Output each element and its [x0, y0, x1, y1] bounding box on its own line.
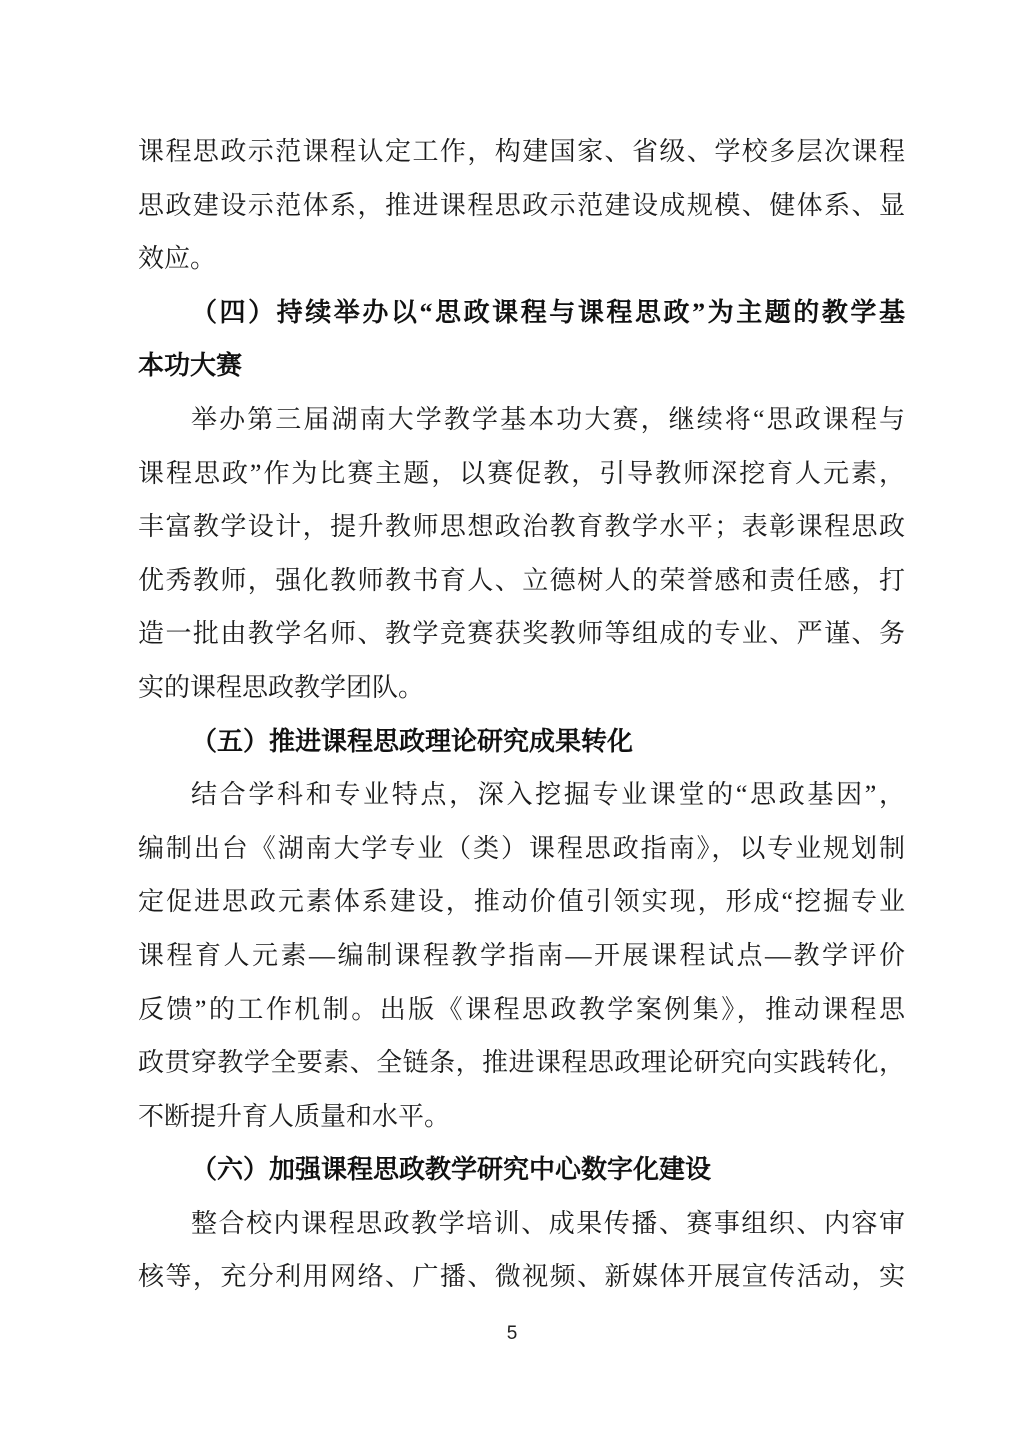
text-line: 效应。: [138, 244, 217, 274]
text-line: 课程育人元素—编制课程教学指南—开展课程试点—教学评价: [138, 940, 905, 970]
page-number: 5: [506, 1323, 518, 1344]
text-line: 结合学科和专业特点，深入挖掘专业课堂的“思政基因”，: [191, 780, 905, 810]
text-line: 造一批由教学名师、教学竞赛获奖教师等组成的专业、严谨、务: [138, 619, 905, 649]
section-heading-line: 本功大赛: [138, 351, 243, 381]
text-line: 实的课程思政教学团队。: [138, 672, 425, 702]
text-line: 整合校内课程思政教学培训、成果传播、赛事组织、内容审: [191, 1208, 905, 1238]
text-line: 丰富教学设计，提升教师思想政治教育教学水平；表彰课程思政: [138, 512, 905, 542]
text-line: 思政建设示范体系，推进课程思政示范建设成规模、健体系、显: [138, 190, 905, 220]
text-line: 反馈”的工作机制。出版《课程思政教学案例集》，推动课程思: [138, 994, 905, 1024]
text-line: 举办第三届湖南大学教学基本功大赛，继续将“思政课程与: [191, 404, 905, 434]
section-heading-line: （六）加强课程思政教学研究中心数字化建设: [191, 1155, 712, 1185]
section-heading-line: （四）持续举办以“思政课程与课程思政”为主题的教学基: [191, 297, 905, 327]
text-line: 不断提升育人质量和水平。: [138, 1101, 451, 1131]
text-body: [138, 125, 905, 1304]
text-line: 编制出台《湖南大学专业（类）课程思政指南》，以专业规划制: [138, 833, 905, 863]
text-line: 课程思政示范课程认定工作，构建国家、省级、学校多层次课程: [138, 137, 905, 166]
text-line: 课程思政”作为比赛主题，以赛促教，引导教师深挖育人元素，: [138, 458, 905, 488]
text-line: 优秀教师，强化教师教书育人、立德树人的荣誉感和责任感，打: [138, 565, 905, 595]
text-line: 政贯穿教学全要素、全链条，推进课程思政理论研究向实践转化，: [138, 1048, 905, 1078]
section-heading-line: （五）推进课程思政理论研究成果转化: [191, 726, 634, 756]
text-line: 核等，充分利用网络、广播、微视频、新媒体开展宣传活动，实: [138, 1262, 905, 1292]
text-line: 定促进思政元素体系建设，推动价值引领实现，形成“挖掘专业: [138, 887, 905, 917]
